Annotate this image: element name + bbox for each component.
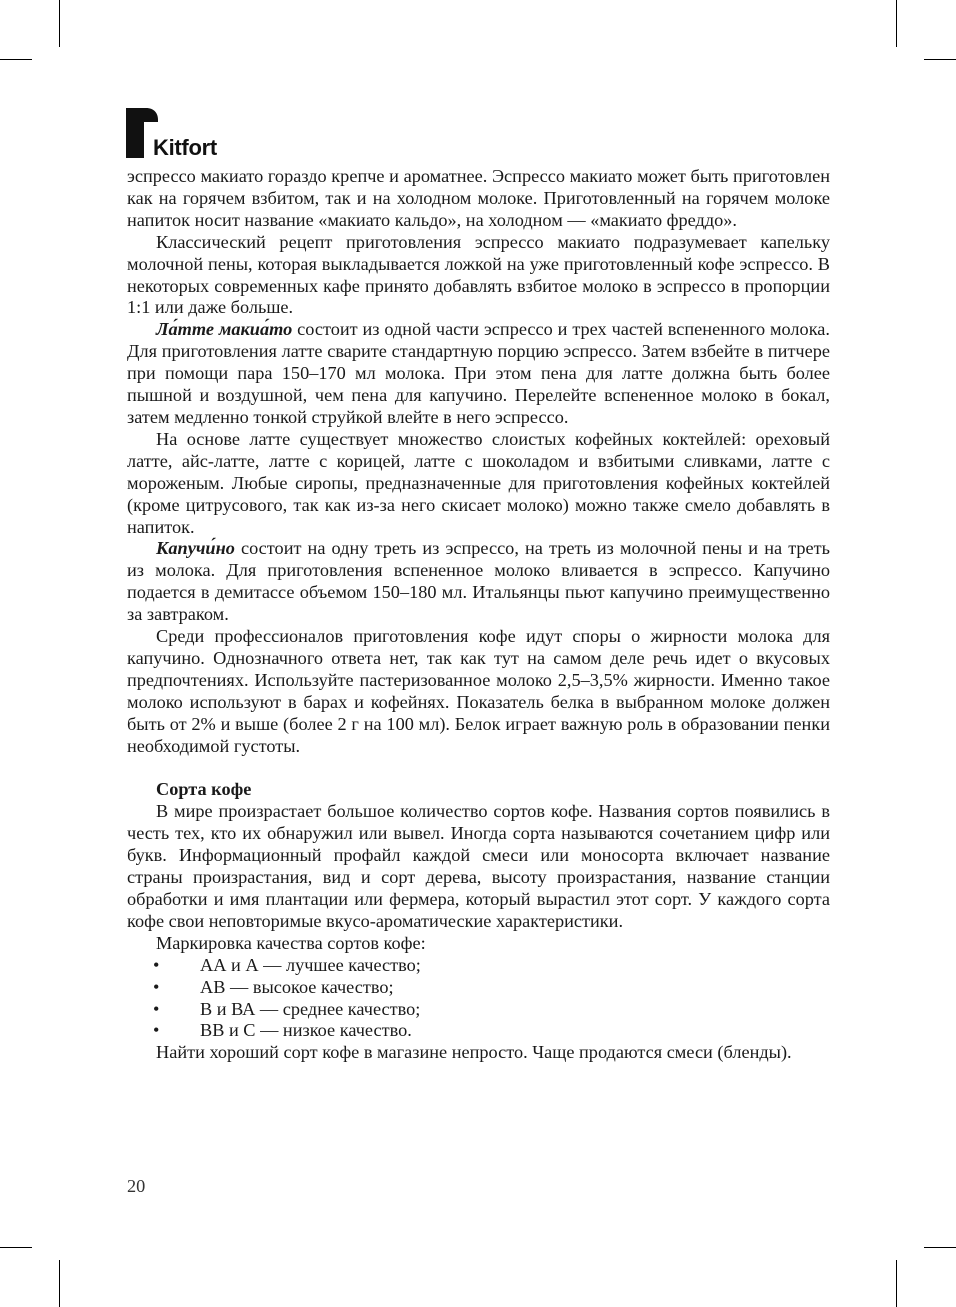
paragraph: Классический рецепт приготовления эспрессо макиато подразумевает капельку молочной пены, которая выкладывается ложкой на уже приготовленный кофе эспрессо. В некоторых современных кафе принято добавлять взбитое молоко в эспрессо в пропорции 1:1 или даже больше.	[127, 231, 830, 318]
list-item-text: В и ВА — среднее качество;	[200, 998, 421, 1019]
section-heading: Сорта кофе	[156, 779, 252, 800]
list-item	[127, 1020, 830, 1042]
page-body	[127, 166, 830, 1064]
crop-mark	[924, 59, 956, 60]
paragraph: Среди профессионалов приготовления кофе идут споры о жирности молока для капучино. Однозначного ответа нет, так как тут на самом деле речь идет о вкусовых предпочтениях. Используйте пастеризованное молоко 2,5–3,5% жирности. Именно такое молоко используют в барах и кофейнях. Показатель белка в выбранном молоке должен быть от 2% и выше (более 2 г на 100 мл). Белок играет важную роль в образовании пенки необходимой густоты.	[127, 626, 830, 756]
logo-wordmark: Kitfort	[153, 135, 217, 160]
kitfort-logo	[126, 108, 236, 158]
list-item-text: АА и А — лучшее качество;	[200, 954, 421, 975]
bullet-icon: •	[153, 1020, 160, 1041]
bullet-icon: •	[153, 998, 160, 1019]
page-number: 20	[127, 1176, 146, 1196]
list-item-text: АВ — высокое качество;	[200, 976, 394, 997]
paragraph: Найти хороший сорт кофе в магазине непросто. Чаще продаются смеси (бленды).	[156, 1042, 792, 1063]
list-intro: Маркировка качества сортов кофе:	[156, 932, 426, 953]
list-item-text: ВВ и С — низкое качество.	[200, 1020, 412, 1041]
crop-mark	[896, 1260, 897, 1307]
term-cappuccino: Капучи́но	[156, 538, 235, 559]
list-item	[127, 955, 830, 977]
paragraph	[127, 319, 830, 429]
crop-mark	[0, 59, 32, 60]
crop-mark	[59, 0, 60, 47]
crop-mark	[896, 0, 897, 47]
quality-list	[127, 955, 830, 1043]
paragraph	[127, 538, 830, 626]
paragraph-text: состоит из одной части эспрессо и трех частей вспененного молока. Для приготовления латте сварите стандартную порцию эспрессо. Затем взбейте в питчере при помощи пара 150–170 мл молока. При этом пена для латте должна быть более пышной и воздушной, чем пена для капучино. Перелейте вспененное молоко в бокал, затем медленно тонкой струйкой влейте в него эспрессо.	[127, 319, 830, 427]
term-latte-macchiato: Ла́тте макиа́то	[156, 319, 293, 340]
paragraph: эспрессо макиато гораздо крепче и ароматнее. Эспрессо макиато может быть приготовлен как на горячем взбитом, так и на холодном молоке. Приготовленный на горячем молоке напиток носит название «макиато кальдо», на холодном — «макиато фреддо».	[127, 166, 830, 230]
list-item	[127, 977, 830, 999]
crop-mark	[924, 1247, 956, 1248]
crop-mark	[0, 1247, 32, 1248]
paragraph-text: состоит на одну треть из эспрессо, на треть из молочной пены и на треть из молока. Для приготовления вспененное молоко вливается в эспрессо. Капучино подается в демитассе объемом 150–180 мл. Итальянцы пьют капучино преимущественно за завтраком.	[127, 538, 830, 625]
paragraph: В мире произрастает большое количество сортов кофе. Названия сортов появились в честь тех, кто их обнаружил или вывел. Иногда сорта называются сочетанием цифр или букв. Информационный профайл каждой смеси или моносорта включает название страны произрастания, вид и сорт дерева, высоту произрастания, название станции обработки и имя плантации или фермера, который вырастил этот сорт. У каждого сорта кофе свои неповторимые вкусо-ароматические характеристики.	[127, 801, 830, 931]
list-item	[127, 999, 830, 1021]
crop-mark	[59, 1260, 60, 1307]
paragraph: На основе латте существует множество слоистых кофейных коктейлей: ореховый латте, айс-латте, латте с корицей, латте с шоколадом и взбитыми сливками, латте с мороженым. Любые сиропы, предназначенные для приготовления кофейных коктейлей (кроме цитрусового, так как из-за него скисает молоко) можно также смело добавлять в напиток.	[127, 428, 830, 537]
bullet-icon: •	[153, 954, 160, 975]
bullet-icon: •	[153, 976, 160, 997]
